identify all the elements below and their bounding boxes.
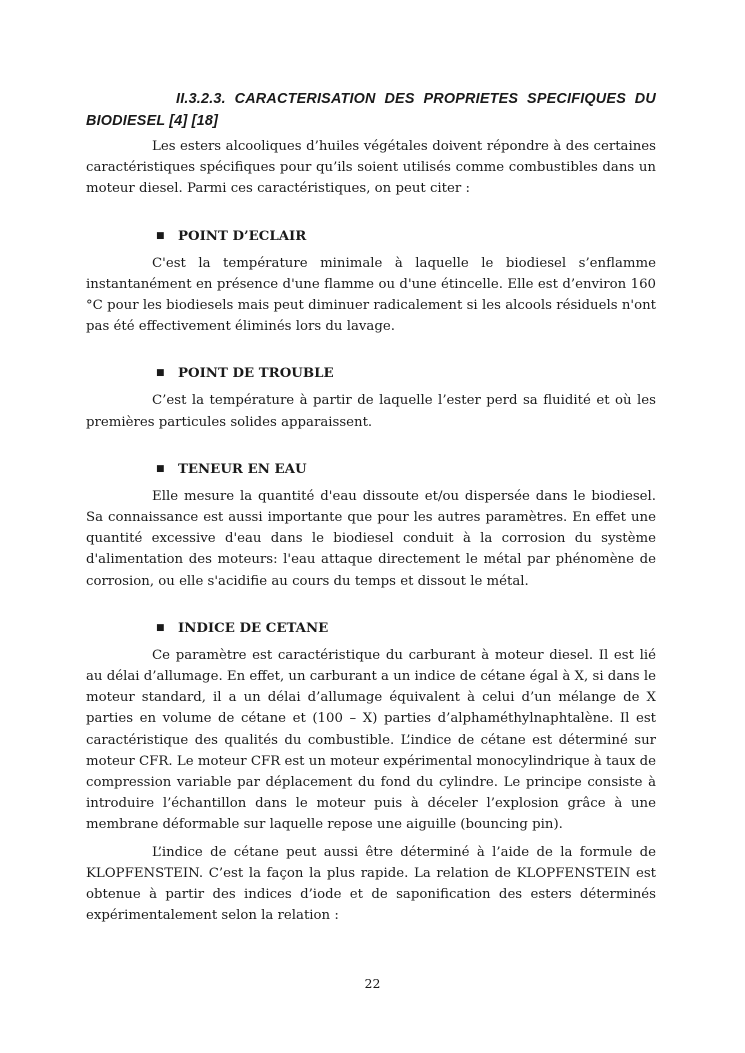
paragraph-indice-cetane-2: L’indice de cétane peut aussi être déterminé à l’aide de la formule de KLOPFENSTEIN. C’est la façon la plus rapide. La relation de KLOPFENSTEIN est obtenue à partir des indices d’iode et de saponification des esters déterminés expérimentalement selon la relation : [86,844,656,924]
bullet-square-icon: ■ [156,463,165,474]
section-title: II.3.2.3. CARACTERISATION DES PROPRIETES SPECIFIQUES DU BIODIESEL [4] [18] [86,91,656,129]
paragraph-teneur-eau: Elle mesure la quantité d'eau dissoute et/ou dispersée dans le biodiesel. Sa connaissance est aussi importante que pour les autres paramètres. En effet une quantité excessive d'eau dans le biodiesel conduit à la corrosion du système d'alimentation des moteurs: l'eau attaque directement le métal par phénomène de corrosion, ou elle s'acidifie au cours du temps et dissout le métal. [86,488,656,589]
paragraph-point-eclair: C'est la température minimale à laquelle le biodiesel s’enflamme instantanément en présence d'une flamme ou d'une étincelle. Elle est d’environ 160 °C pour les biodiesels mais peut diminuer radicalement si les alcools résiduels n'ont pas été effectivement éliminés lors du lavage. [86,255,656,335]
heading-indice-cetane: ■ INDICE DE CETANE [86,618,656,639]
bullet-square-icon: ■ [156,368,165,379]
document-page [86,88,656,926]
bullet-square-icon: ■ [156,230,165,241]
heading-point-trouble: ■ POINT DE TROUBLE [86,363,656,384]
paragraph-indice-cetane-1: Ce paramètre est caractéristique du carburant à moteur diesel. Il est lié au délai d’allumage. En effet, un carburant a un indice de cétane égal à X, si dans le moteur standard, il a un délai d’allumage équivalent à celui d’un mélange de X parties en volume de cétane et (100 – X) parties d’alphaméthylnaphtalène. Il est caractéristique des qualités du combustible. L’indice de cétane est déterminé sur moteur CFR. Le moteur CFR est un moteur expérimental monocylindrique à taux de compression variable par déplacement du fond du cylindre. Le principe consiste à introduire l’échantillon dans le moteur puis à déceler l’explosion grâce à une membrane déformable sur laquelle repose une aiguille (bouncing pin). [86,647,656,833]
intro-paragraph: Les esters alcooliques d’huiles végétales doivent répondre à des certaines caractéristiques spécifiques pour qu’ils soient utilisés comme combustibles dans un moteur diesel. Parmi ces caractéristiques, on peut citer : [86,139,656,197]
bullet-square-icon: ■ [156,622,165,633]
paragraph-point-trouble: C’est la température à partir de laquelle l’ester perd sa fluidité et où les premières particules solides apparaissent. [86,393,656,430]
page-number: 22 [364,976,381,991]
heading-teneur-eau: ■ TENEUR EN EAU [86,459,656,480]
heading-point-eclair: ■ POINT D’ECLAIR [86,226,656,247]
